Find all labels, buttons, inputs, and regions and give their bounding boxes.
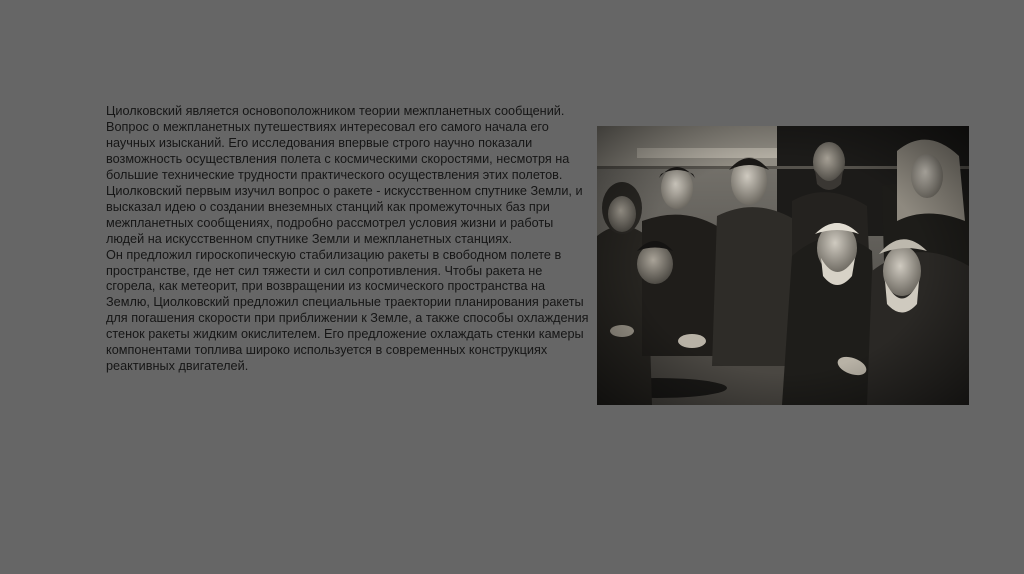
paragraph-1: Циолковский является основоположником теории межпланетных сообщений. Вопрос о межпланетных путешествиях интересовал его самого начала его научных изысканий. Его исследования впервые строго научно показали возможность осуществления полета с космическими скоростями, несмотря на большие технические трудности практического осуществления этих полетов. xyxy=(106,104,570,182)
paragraph-2: Циолковский первым изучил вопрос о ракете - искусственном спутнике Земли, и высказал идею о создании внеземных станций как промежуточных баз при межпланетных сообщениях, подробно рассмотрел условия жизни и работы людей на искусственном спутнике Земли и межпланетных станциях. xyxy=(106,183,583,246)
body-text xyxy=(106,104,592,375)
paragraph-3: Он предложил гироскопическую стабилизацию ракеты в свободном полете в пространстве, где нет сил тяжести и сил сопротивления. Чтобы ракета не сгорела, как метеорит, при возвращении из космического пространства на Землю, Циолковский предложил специальные траектории планирования ракеты для погашения скорости при приближении к Земле, а также способы охлаждения стенок ракеты жидким окислителем. Его предложение охлаждать стенки камеры компонентами топлива широко используется в современных конструкциях реактивных двигателей. xyxy=(106,247,589,374)
historical-photo xyxy=(597,126,969,405)
photo-image xyxy=(597,126,969,405)
